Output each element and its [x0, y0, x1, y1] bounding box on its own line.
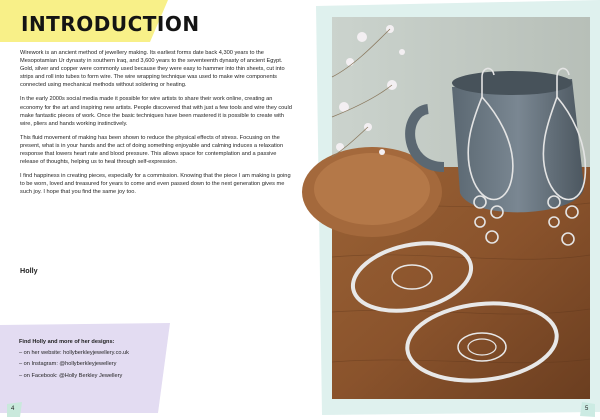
signature: Holly — [20, 266, 38, 275]
body-text — [20, 49, 292, 203]
page-number-left — [7, 402, 22, 417]
facebook-link[interactable]: – on Facebook: @Holly Berkley Jewellery — [19, 372, 123, 379]
website-link[interactable]: – on her website: hollyberkleyjewellery.co.uk — [19, 350, 129, 357]
info-heading: Find Holly and more of her designs: — [19, 339, 115, 345]
paragraph: In the early 2000s social media made it possible for wire artists to share their work online, creating an economy for the art and inspiring new artists. People discovered that with just a few tools and wire they could make fantastic pieces of work. Once the basic techniques have been mastered it is possible to create with wire, pliers and hands working instinctively. — [20, 96, 292, 127]
page-marker-shape — [7, 402, 22, 417]
paragraph: Wirework is an ancient method of jewellery making. Its earliest forms date back 4,300 years to the Mesopotamian Ur dynasty in southern Iraq, and 3,600 years to the seventeenth dynasty of ancient Egypt. Gold, silver and copper were commonly used because they were easy to hammer into thin sheets, cut into strips and roll into tubes to form wire. The wire wrapping technique was used to make wire components connected using mechanical methods without soldering or heating. — [20, 50, 285, 89]
jewellery-photo — [332, 17, 590, 399]
info-text — [19, 337, 129, 382]
paragraph: This fluid movement of making has been shown to reduce the physical effects of stress. Focusing on the present, what is in your hands and the act of doing something enjoyable and calming induces a relaxation response that lowers heart rate and blood pressure. This allows space for contemplation and a passive release of thoughts, helping us to heal through self-expression. — [20, 134, 284, 166]
page-title: INTRODUCTION — [21, 12, 200, 36]
title-band — [0, 0, 200, 42]
page-number-right — [580, 402, 595, 417]
info-block — [0, 323, 170, 413]
page-number-text: 5 — [585, 406, 589, 412]
paragraph: I find happiness in creating pieces, especially for a commission. Knowing that the piece I am making is going to be worn, loved and treasured for years to come and even passed down to the next generation gives me such joy. I hope that you find the same joy too. — [20, 173, 291, 196]
page-number-text: 4 — [11, 406, 15, 412]
instagram-link[interactable]: – on Instagram: @hollyberkleyjewellery — [19, 361, 117, 368]
photo-illustration — [332, 17, 590, 399]
